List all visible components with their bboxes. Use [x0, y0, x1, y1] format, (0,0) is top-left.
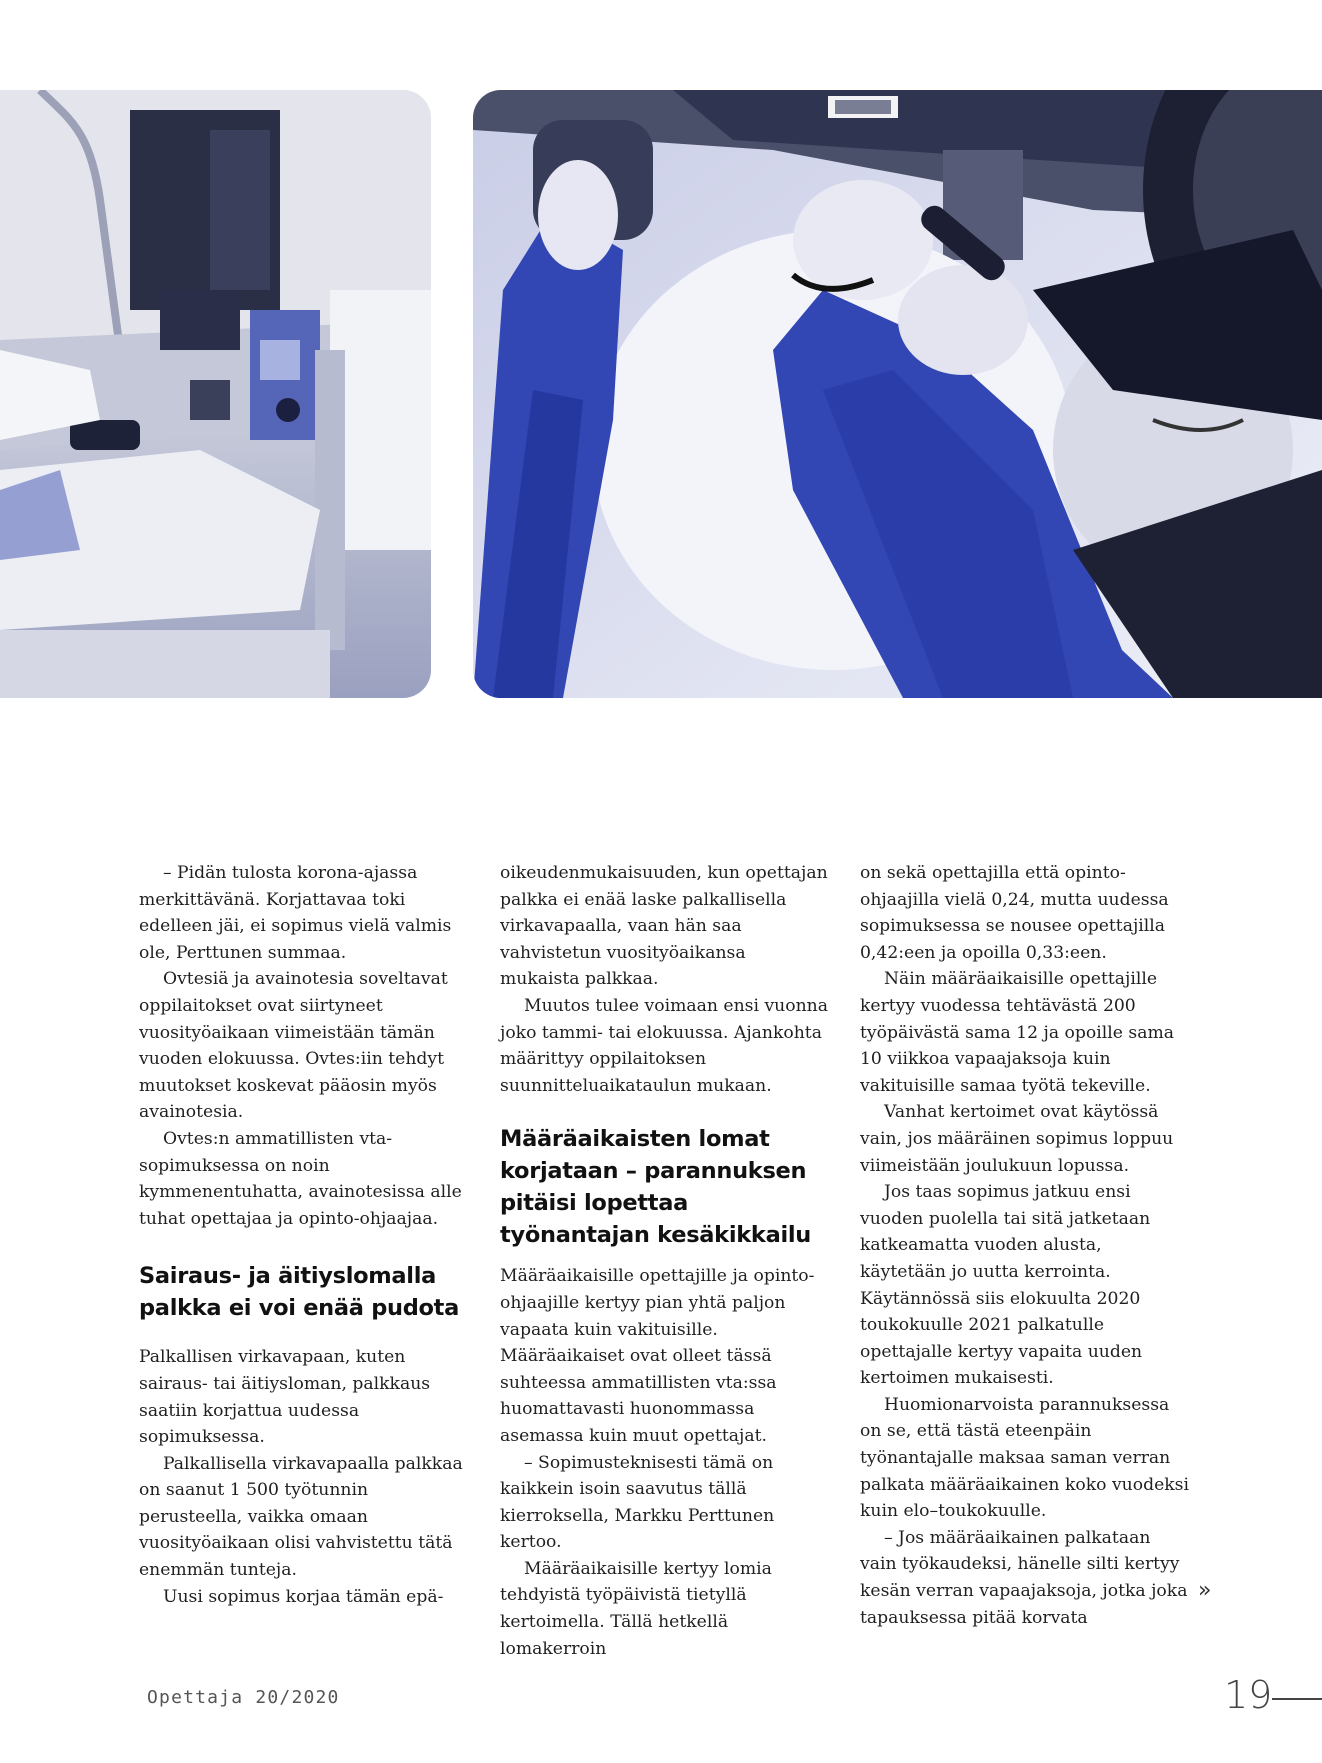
paragraph: Vanhat kertoimet ovat käytössä vain, jos määräinen sopimus loppuu viimeistään joulukuun lopussa. [860, 1102, 1174, 1176]
workshop-desk-photo-icon [0, 90, 431, 698]
paragraph: Ovtes:n ammatillisten vta-sopimuksessa on noin kymmenentuhatta, avainotesissa alle tuhat opettajaa ja opinto-ohjaajaa. [139, 1128, 462, 1229]
mechanic-under-car-photo-icon [473, 90, 1322, 698]
paragraph: Palkallisen virkavapaan, kuten sairaus- tai äitiysloman, palkkaus saatiin korjattua uudessa sopimuksessa. [139, 1347, 431, 1448]
footer-magazine-title: Opettaja 20/2020 [147, 1687, 340, 1708]
footer-rule [1272, 1698, 1322, 1700]
paragraph: oikeudenmukaisuuden, kun opettajan palkka ei enää laske palkallisella virkavapaalla, vaan hän saa vahvistetun vuosityöaikansa mukaista palkkaa. [500, 863, 828, 990]
paragraph: Näin määräaikaisille opettajille kertyy vuodessa tehtävästä 200 työpäivästä sama 12 ja opoille sama 10 viikkoa vapaajaksoja kuin vakituisille samaa työtä tekeville. [860, 969, 1174, 1096]
continue-arrow-icon: » [1198, 1578, 1212, 1603]
paragraph: Ovtesiä ja avainotesia soveltavat oppilaitokset ovat siirtyneet vuosityöaikaan viimeistään tämän vuoden elokuussa. Ovtes:iin tehdyt muutokset koskevat pääosin myös avainotesia. [139, 969, 448, 1123]
paragraph: – Pidän tulosta korona-ajassa merkittävänä. Korjattavaa toki edelleen jäi, ei sopimus vielä valmis ole, Perttunen summaa. [139, 863, 452, 963]
paragraph: Määräaikaisille kertyy lomia tehdyistä työpäivistä tietyllä kertoimella. Tällä hetkellä lomakerroin [500, 1558, 772, 1659]
page-number: 19 [1224, 1673, 1273, 1717]
paragraph: Määräaikaisille opettajille ja opinto-ohjaajille kertyy pian yhtä paljon vapaata kuin vakituisille. Määräaikaiset ovat olleet tässä suhteessa ammatillisten vta:ssa huomattavasti huonommassa asemassa kuin muut opettajat. [500, 1266, 815, 1446]
paragraph: Palkallisella virkavapaalla palkkaa on saanut 1 500 työtunnin perusteella, vaikka omaan vuosityöaikaan olisi vahvistettu tätä enemmän tunteja. [139, 1453, 463, 1581]
article-column-3 [860, 860, 1190, 1631]
photo-workshop-desk [0, 90, 431, 698]
paragraph: – Sopimusteknisesti tämä on kaikkein isoin saavutus tällä kierroksella, Markku Perttunen kertoo. [500, 1452, 775, 1553]
section-heading: Määräaikaisten lomat korjataan – parannuksen pitäisi lopettaa työnantajan kesäkikkailu [500, 1126, 812, 1249]
paragraph: Huomionarvoista parannuksessa on se, että tästä eteenpäin työnantajalle maksaa saman verran palkata määräaikainen koko vuodeksi kuin elo–toukokuulle. [860, 1394, 1189, 1522]
article-column-2 [500, 860, 830, 1662]
paragraph: Muutos tulee voimaan ensi vuonna joko tammi- tai elokuussa. Ajankohta määrittyy oppilaitoksen suunnitteluaikataulun mukaan. [500, 995, 828, 1096]
photo-mechanic-under-car [473, 90, 1322, 698]
paragraph: on sekä opettajilla että opinto-ohjaajilla vielä 0,24, mutta uudessa sopimuksessa se nousee opettajilla 0,42:een ja opoilla 0,33:een. [860, 863, 1169, 963]
article-column-1 [139, 860, 469, 1610]
paragraph: Uusi sopimus korjaa tämän epä- [163, 1586, 444, 1607]
paragraph: – Jos määräaikainen palkataan vain työkaudeksi, hänelle silti kertyy kesän verran vapaajaksoja, jotka joka tapauksessa pitää korvata [860, 1527, 1188, 1628]
paragraph: Jos taas sopimus jatkuu ensi vuoden puolella tai sitä jatketaan katkeamatta vuoden alusta, käytetään jo uutta kerrointa. Käytännössä siis elokuulta 2020 toukokuulle 2021 palkatulle opettajalle kertyy vapaita uuden kertoimen mukaisesti. [860, 1182, 1151, 1389]
section-heading: Sairaus- ja äitiyslomalla palkka ei voi enää pudota [139, 1263, 460, 1322]
